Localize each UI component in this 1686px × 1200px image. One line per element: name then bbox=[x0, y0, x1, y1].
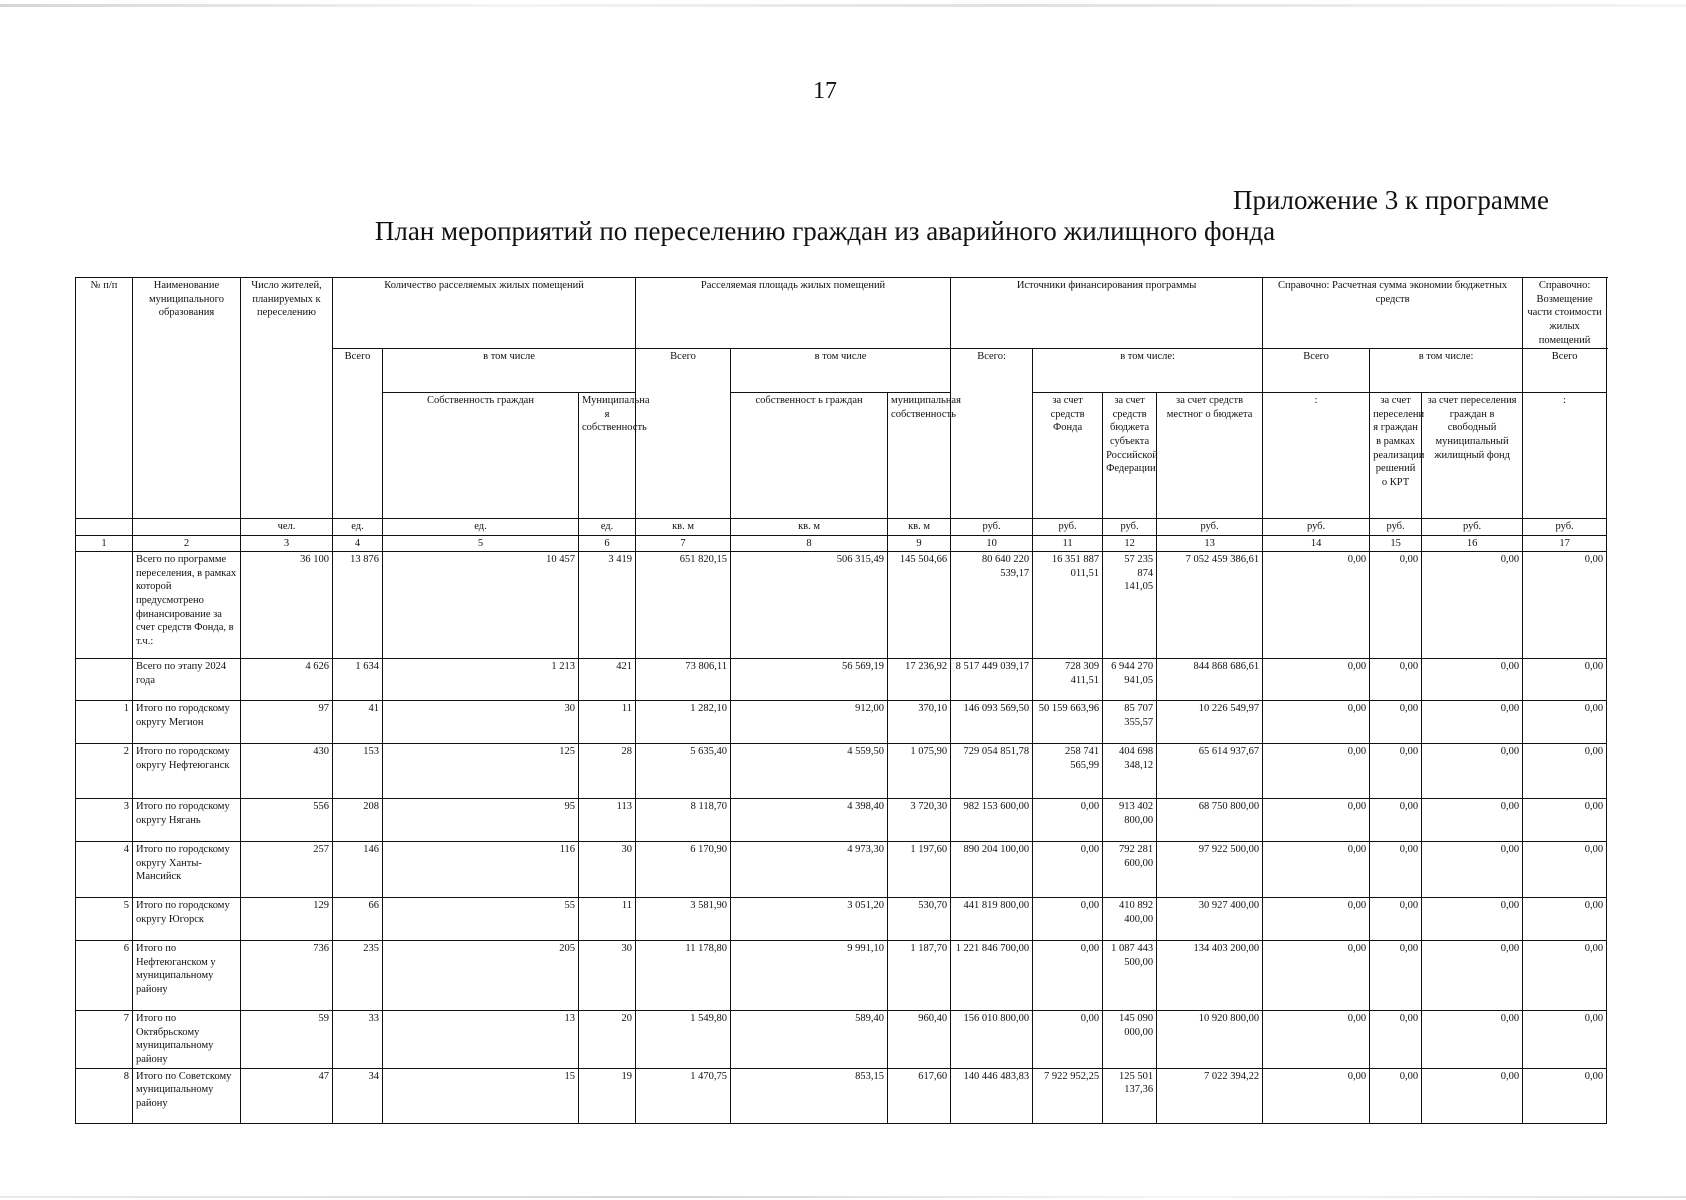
value-cell: 0,00 bbox=[1370, 941, 1422, 1011]
header-rooms-total: Всего bbox=[333, 349, 383, 519]
units-cell: руб. bbox=[1422, 518, 1523, 535]
row-number: 1 bbox=[76, 701, 133, 744]
value-cell: 125 501 137,36 bbox=[1103, 1068, 1157, 1123]
column-number-row bbox=[76, 535, 1607, 552]
header-fin-fund: за счет средств Фонда bbox=[1033, 393, 1103, 519]
value-cell: 13 bbox=[383, 1011, 579, 1069]
column-number: 5 bbox=[383, 535, 579, 552]
page-number: 17 bbox=[813, 78, 837, 104]
value-cell: 0,00 bbox=[1523, 1011, 1607, 1069]
value-cell: 68 750 800,00 bbox=[1157, 799, 1263, 842]
value-cell: 59 bbox=[241, 1011, 333, 1069]
value-cell: 1 470,75 bbox=[636, 1068, 731, 1123]
value-cell: 116 bbox=[383, 842, 579, 898]
column-number: 12 bbox=[1103, 535, 1157, 552]
value-cell: 0,00 bbox=[1263, 799, 1370, 842]
value-cell: 530,70 bbox=[888, 898, 951, 941]
document-title: План мероприятий по переселению граждан из аварийного жилищного фонда bbox=[374, 216, 1276, 246]
column-number: 11 bbox=[1033, 535, 1103, 552]
value-cell: 0,00 bbox=[1033, 898, 1103, 941]
value-cell: 4 398,40 bbox=[731, 799, 888, 842]
column-number: 17 bbox=[1523, 535, 1607, 552]
value-cell: 1 187,70 bbox=[888, 941, 951, 1011]
value-cell: 1 549,80 bbox=[636, 1011, 731, 1069]
column-number: 4 bbox=[333, 535, 383, 552]
row-number: 7 bbox=[76, 1011, 133, 1069]
value-cell: 0,00 bbox=[1523, 744, 1607, 799]
value-cell: 0,00 bbox=[1422, 1068, 1523, 1123]
value-cell: 0,00 bbox=[1263, 1068, 1370, 1123]
value-cell: 8 517 449 039,17 bbox=[951, 659, 1033, 701]
municipality-name: Всего по программе переселения, в рамках которой предусмотрено финансирование за счет средств Фонда, в т.ч.: bbox=[133, 552, 241, 659]
header-compensation-total: Всего bbox=[1523, 349, 1607, 393]
value-cell: 4 973,30 bbox=[731, 842, 888, 898]
units-cell: ед. bbox=[579, 518, 636, 535]
value-cell: 0,00 bbox=[1263, 659, 1370, 701]
value-cell: 729 054 851,78 bbox=[951, 744, 1033, 799]
municipality-name: Итого по городскому округу Югорск bbox=[133, 898, 241, 941]
municipality-name: Итого по Октябрьскому муниципальному району bbox=[133, 1011, 241, 1069]
row-number bbox=[76, 552, 133, 659]
value-cell: 960,40 bbox=[888, 1011, 951, 1069]
column-number: 9 bbox=[888, 535, 951, 552]
value-cell: 65 614 937,67 bbox=[1157, 744, 1263, 799]
value-cell: 97 bbox=[241, 701, 333, 744]
value-cell: 1 197,60 bbox=[888, 842, 951, 898]
value-cell: 1 075,90 bbox=[888, 744, 951, 799]
value-cell: 66 bbox=[333, 898, 383, 941]
value-cell: 617,60 bbox=[888, 1068, 951, 1123]
value-cell: 728 309 411,51 bbox=[1033, 659, 1103, 701]
value-cell: 0,00 bbox=[1523, 898, 1607, 941]
column-number: 8 bbox=[731, 535, 888, 552]
value-cell: 3 581,90 bbox=[636, 898, 731, 941]
header-rooms-municipal: Муниципальна я собственность bbox=[579, 393, 636, 519]
value-cell: 85 707 355,57 bbox=[1103, 701, 1157, 744]
value-cell: 0,00 bbox=[1370, 552, 1422, 659]
header-finance-incl: в том числе: bbox=[1033, 349, 1263, 393]
row-number: 2 bbox=[76, 744, 133, 799]
municipality-name: Итого по городскому округу Ханты-Мансийск bbox=[133, 842, 241, 898]
header-economy-total-colon: : bbox=[1263, 393, 1370, 519]
value-cell: 0,00 bbox=[1370, 842, 1422, 898]
column-number: 13 bbox=[1157, 535, 1263, 552]
value-cell: 0,00 bbox=[1263, 842, 1370, 898]
value-cell: 421 bbox=[579, 659, 636, 701]
value-cell: 73 806,11 bbox=[636, 659, 731, 701]
column-number: 2 bbox=[133, 535, 241, 552]
value-cell: 0,00 bbox=[1370, 898, 1422, 941]
value-cell: 10 920 800,00 bbox=[1157, 1011, 1263, 1069]
value-cell: 7 922 952,25 bbox=[1033, 1068, 1103, 1123]
units-cell: руб. bbox=[1033, 518, 1103, 535]
units-row bbox=[76, 518, 1607, 535]
header-rooms-citizens: Собственность граждан bbox=[383, 393, 579, 519]
value-cell: 589,40 bbox=[731, 1011, 888, 1069]
table-row bbox=[76, 701, 1607, 744]
units-cell: ед. bbox=[333, 518, 383, 535]
value-cell: 0,00 bbox=[1422, 659, 1523, 701]
value-cell: 0,00 bbox=[1263, 552, 1370, 659]
value-cell: 0,00 bbox=[1422, 552, 1523, 659]
header-compensation-total-colon: : bbox=[1523, 393, 1607, 519]
value-cell: 57 235 874 141,05 bbox=[1103, 552, 1157, 659]
header-economy-incl: в том числе: bbox=[1370, 349, 1523, 393]
value-cell: 0,00 bbox=[1422, 842, 1523, 898]
value-cell: 47 bbox=[241, 1068, 333, 1123]
value-cell: 3 419 bbox=[579, 552, 636, 659]
value-cell: 28 bbox=[579, 744, 636, 799]
units-cell: кв. м bbox=[888, 518, 951, 535]
header-fin-local: за счет средств местног о бюджета bbox=[1157, 393, 1263, 519]
header-area-citizens: собственност ь граждан bbox=[731, 393, 888, 519]
value-cell: 134 403 200,00 bbox=[1157, 941, 1263, 1011]
value-cell: 0,00 bbox=[1033, 799, 1103, 842]
value-cell: 56 569,19 bbox=[731, 659, 888, 701]
value-cell: 153 bbox=[333, 744, 383, 799]
table-row bbox=[76, 842, 1607, 898]
scan-edge-bottom bbox=[0, 1196, 1686, 1198]
value-cell: 36 100 bbox=[241, 552, 333, 659]
value-cell: 30 bbox=[383, 701, 579, 744]
table-row bbox=[76, 799, 1607, 842]
value-cell: 17 236,92 bbox=[888, 659, 951, 701]
header-area-municipal: муниципальная собственность bbox=[888, 393, 951, 519]
scan-edge-top bbox=[0, 4, 1686, 7]
table-row bbox=[76, 1068, 1607, 1123]
value-cell: 8 118,70 bbox=[636, 799, 731, 842]
value-cell: 1 221 846 700,00 bbox=[951, 941, 1033, 1011]
value-cell: 10 457 bbox=[383, 552, 579, 659]
header-num: № п/п bbox=[76, 278, 133, 519]
header-economy-krt: за счет переселени я граждан в рамках реализации решений о КРТ bbox=[1370, 393, 1422, 519]
resettlement-plan-table bbox=[75, 277, 1607, 1124]
table-row bbox=[76, 744, 1607, 799]
value-cell: 11 bbox=[579, 898, 636, 941]
value-cell: 0,00 bbox=[1263, 898, 1370, 941]
value-cell: 16 351 887 011,51 bbox=[1033, 552, 1103, 659]
value-cell: 0,00 bbox=[1370, 1011, 1422, 1069]
value-cell: 50 159 663,96 bbox=[1033, 701, 1103, 744]
value-cell: 0,00 bbox=[1422, 701, 1523, 744]
value-cell: 34 bbox=[333, 1068, 383, 1123]
value-cell: 0,00 bbox=[1033, 1011, 1103, 1069]
table-row bbox=[76, 898, 1607, 941]
units-cell: руб. bbox=[951, 518, 1033, 535]
value-cell: 5 635,40 bbox=[636, 744, 731, 799]
value-cell: 0,00 bbox=[1422, 799, 1523, 842]
value-cell: 853,15 bbox=[731, 1068, 888, 1123]
value-cell: 125 bbox=[383, 744, 579, 799]
value-cell: 7 052 459 386,61 bbox=[1157, 552, 1263, 659]
units-cell bbox=[133, 518, 241, 535]
value-cell: 0,00 bbox=[1422, 941, 1523, 1011]
value-cell: 1 634 bbox=[333, 659, 383, 701]
value-cell: 3 051,20 bbox=[731, 898, 888, 941]
value-cell: 30 bbox=[579, 842, 636, 898]
value-cell: 506 315,49 bbox=[731, 552, 888, 659]
units-cell bbox=[76, 518, 133, 535]
header-economy-total: Всего bbox=[1263, 349, 1370, 393]
municipality-name: Итого по Нефтеюганском у муниципальному району bbox=[133, 941, 241, 1011]
value-cell: 6 944 270 941,05 bbox=[1103, 659, 1157, 701]
table-row bbox=[76, 941, 1607, 1011]
value-cell: 113 bbox=[579, 799, 636, 842]
value-cell: 736 bbox=[241, 941, 333, 1011]
value-cell: 10 226 549,97 bbox=[1157, 701, 1263, 744]
value-cell: 129 bbox=[241, 898, 333, 941]
value-cell: 0,00 bbox=[1263, 1011, 1370, 1069]
value-cell: 4 626 bbox=[241, 659, 333, 701]
value-cell: 0,00 bbox=[1263, 701, 1370, 744]
value-cell: 0,00 bbox=[1370, 1068, 1422, 1123]
value-cell: 6 170,90 bbox=[636, 842, 731, 898]
header-area-total: Всего bbox=[636, 349, 731, 519]
value-cell: 80 640 220 539,17 bbox=[951, 552, 1033, 659]
table-row bbox=[76, 1011, 1607, 1069]
value-cell: 205 bbox=[383, 941, 579, 1011]
value-cell: 430 bbox=[241, 744, 333, 799]
header-name: Наименование муниципального образования bbox=[133, 278, 241, 519]
row-number: 4 bbox=[76, 842, 133, 898]
units-cell: кв. м bbox=[636, 518, 731, 535]
value-cell: 0,00 bbox=[1033, 941, 1103, 1011]
value-cell: 1 213 bbox=[383, 659, 579, 701]
value-cell: 19 bbox=[579, 1068, 636, 1123]
value-cell: 145 090 000,00 bbox=[1103, 1011, 1157, 1069]
value-cell: 20 bbox=[579, 1011, 636, 1069]
header-economy-group: Справочно: Расчетная сумма экономии бюджетных средств bbox=[1263, 278, 1523, 349]
value-cell: 0,00 bbox=[1523, 941, 1607, 1011]
value-cell: 0,00 bbox=[1523, 552, 1607, 659]
value-cell: 404 698 348,12 bbox=[1103, 744, 1157, 799]
value-cell: 0,00 bbox=[1523, 701, 1607, 744]
units-cell: руб. bbox=[1157, 518, 1263, 535]
column-number: 1 bbox=[76, 535, 133, 552]
municipality-name: Всего по этапу 2024 года bbox=[133, 659, 241, 701]
value-cell: 370,10 bbox=[888, 701, 951, 744]
municipality-name: Итого по городскому округу Нефтеюганск bbox=[133, 744, 241, 799]
value-cell: 0,00 bbox=[1370, 701, 1422, 744]
value-cell: 13 876 bbox=[333, 552, 383, 659]
value-cell: 97 922 500,00 bbox=[1157, 842, 1263, 898]
value-cell: 441 819 800,00 bbox=[951, 898, 1033, 941]
value-cell: 913 402 800,00 bbox=[1103, 799, 1157, 842]
value-cell: 11 bbox=[579, 701, 636, 744]
value-cell: 30 bbox=[579, 941, 636, 1011]
units-cell: руб. bbox=[1103, 518, 1157, 535]
column-number: 16 bbox=[1422, 535, 1523, 552]
value-cell: 844 868 686,61 bbox=[1157, 659, 1263, 701]
value-cell: 140 446 483,83 bbox=[951, 1068, 1033, 1123]
value-cell: 257 bbox=[241, 842, 333, 898]
units-cell: руб. bbox=[1523, 518, 1607, 535]
value-cell: 208 bbox=[333, 799, 383, 842]
value-cell: 982 153 600,00 bbox=[951, 799, 1033, 842]
value-cell: 0,00 bbox=[1523, 659, 1607, 701]
value-cell: 890 204 100,00 bbox=[951, 842, 1033, 898]
value-cell: 55 bbox=[383, 898, 579, 941]
value-cell: 145 504,66 bbox=[888, 552, 951, 659]
value-cell: 0,00 bbox=[1370, 799, 1422, 842]
header-economy-free: за счет переселения граждан в свободный муниципальный жилищный фонд bbox=[1422, 393, 1523, 519]
row-number: 8 bbox=[76, 1068, 133, 1123]
value-cell: 410 892 400,00 bbox=[1103, 898, 1157, 941]
column-number: 3 bbox=[241, 535, 333, 552]
units-cell: ед. bbox=[383, 518, 579, 535]
value-cell: 556 bbox=[241, 799, 333, 842]
row-number: 5 bbox=[76, 898, 133, 941]
value-cell: 33 bbox=[333, 1011, 383, 1069]
value-cell: 11 178,80 bbox=[636, 941, 731, 1011]
value-cell: 1 282,10 bbox=[636, 701, 731, 744]
header-area-group: Расселяемая площадь жилых помещений bbox=[636, 278, 951, 349]
row-number bbox=[76, 659, 133, 701]
header-rooms-incl: в том числе bbox=[383, 349, 636, 393]
value-cell: 30 927 400,00 bbox=[1157, 898, 1263, 941]
column-number: 7 bbox=[636, 535, 731, 552]
row-number: 6 bbox=[76, 941, 133, 1011]
value-cell: 156 010 800,00 bbox=[951, 1011, 1033, 1069]
column-number: 15 bbox=[1370, 535, 1422, 552]
table-row bbox=[76, 659, 1607, 701]
value-cell: 792 281 600,00 bbox=[1103, 842, 1157, 898]
value-cell: 1 087 443 500,00 bbox=[1103, 941, 1157, 1011]
value-cell: 0,00 bbox=[1422, 744, 1523, 799]
municipality-name: Итого по городскому округу Нягань bbox=[133, 799, 241, 842]
value-cell: 235 bbox=[333, 941, 383, 1011]
value-cell: 0,00 bbox=[1370, 744, 1422, 799]
value-cell: 3 720,30 bbox=[888, 799, 951, 842]
appendix-label: Приложение 3 к программе bbox=[1233, 185, 1549, 215]
units-cell: чел. bbox=[241, 518, 333, 535]
municipality-name: Итого по городскому округу Мегион bbox=[133, 701, 241, 744]
header-rooms-group: Количество расселяемых жилых помещений bbox=[333, 278, 636, 349]
value-cell: 146 093 569,50 bbox=[951, 701, 1033, 744]
units-cell: руб. bbox=[1263, 518, 1370, 535]
municipality-name: Итого по Советскому муниципальному району bbox=[133, 1068, 241, 1123]
units-cell: кв. м bbox=[731, 518, 888, 535]
value-cell: 7 022 394,22 bbox=[1157, 1068, 1263, 1123]
value-cell: 0,00 bbox=[1263, 744, 1370, 799]
column-number: 14 bbox=[1263, 535, 1370, 552]
row-number: 3 bbox=[76, 799, 133, 842]
header-residents: Число жителей, планируемых к переселению bbox=[241, 278, 333, 519]
header-area-incl: в том числе bbox=[731, 349, 951, 393]
value-cell: 0,00 bbox=[1033, 842, 1103, 898]
column-number: 10 bbox=[951, 535, 1033, 552]
value-cell: 0,00 bbox=[1370, 659, 1422, 701]
value-cell: 258 741 565,99 bbox=[1033, 744, 1103, 799]
header-compensation-group: Справочно: Возмещение части стоимости жилых помещений bbox=[1523, 278, 1607, 349]
value-cell: 4 559,50 bbox=[731, 744, 888, 799]
value-cell: 651 820,15 bbox=[636, 552, 731, 659]
value-cell: 146 bbox=[333, 842, 383, 898]
units-cell: руб. bbox=[1370, 518, 1422, 535]
header-fin-subject: за счет средств бюджета субъекта Российской Федерации bbox=[1103, 393, 1157, 519]
header-finance-group: Источники финансирования программы bbox=[951, 278, 1263, 349]
value-cell: 0,00 bbox=[1263, 941, 1370, 1011]
table-row bbox=[76, 552, 1607, 659]
value-cell: 0,00 bbox=[1523, 1068, 1607, 1123]
value-cell: 95 bbox=[383, 799, 579, 842]
value-cell: 0,00 bbox=[1422, 898, 1523, 941]
column-number: 6 bbox=[579, 535, 636, 552]
value-cell: 41 bbox=[333, 701, 383, 744]
value-cell: 0,00 bbox=[1523, 799, 1607, 842]
value-cell: 0,00 bbox=[1523, 842, 1607, 898]
value-cell: 912,00 bbox=[731, 701, 888, 744]
header-finance-total: Всего: bbox=[951, 349, 1033, 519]
value-cell: 15 bbox=[383, 1068, 579, 1123]
value-cell: 0,00 bbox=[1422, 1011, 1523, 1069]
value-cell: 9 991,10 bbox=[731, 941, 888, 1011]
